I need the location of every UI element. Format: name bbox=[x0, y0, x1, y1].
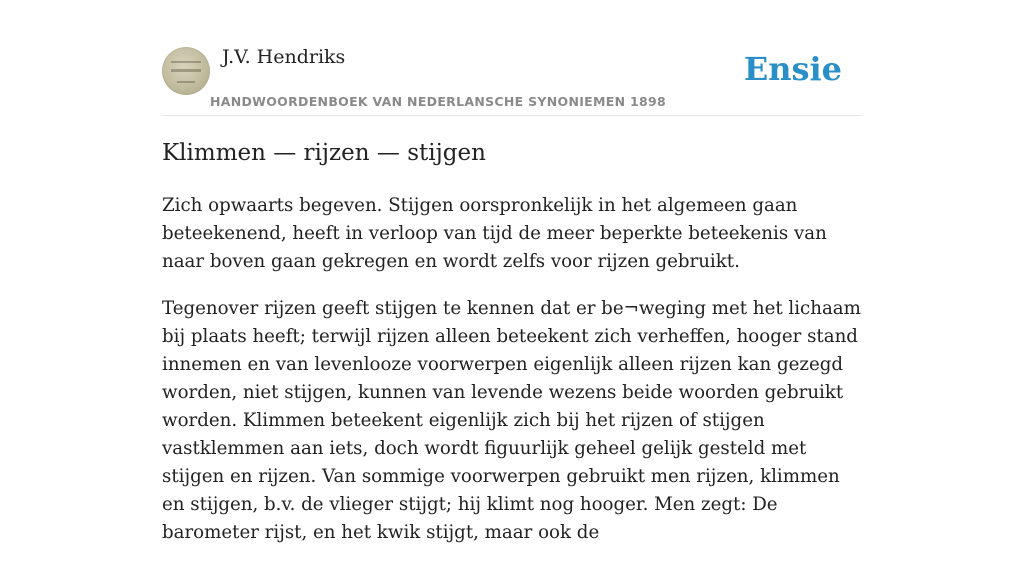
entry-paragraph: Tegenover rijzen geeft stijgen te kennen dat er be¬weging met het lichaam bij plaats heeft; terwijl rijzen alleen beteekent zich verheffen, hooger stand innemen en van levenlooze voorwerpen eigenlijk alleen rijzen kan gezegd worden, niet stijgen, kunnen van levende wezens beide woorden gebruikt worden. Klimmen beteekent eigenlijk zich bij het rijzen of stijgen vastklemmen aan iets, doch wordt figuurlijk geheel gelijk gesteld met stijgen en rijzen. Van sommige voorwerpen gebruikt men rijzen, klimmen en stijgen, b.v. de vlieger stijgt; hij klimt nog hooger. Men zegt: De barometer rijst, en het kwik stijgt, maar ook de bbox=[162, 298, 861, 543]
page-header bbox=[162, 44, 862, 116]
entry-paragraph: Zich opwaarts begeven. Stijgen oorspronkelijk in het algemeen gaan beteekenend, heeft in verloop van tijd de meer beperkte beteekenis van naar boven gaan gekregen en wordt zelfs voor rijzen gebruikt. bbox=[162, 195, 827, 272]
cover-line-decoration bbox=[177, 81, 195, 83]
header-divider bbox=[162, 115, 862, 116]
source-title[interactable]: HANDWOORDENBOEK VAN NEDERLANSCHE SYNONIEMEN 1898 bbox=[210, 94, 667, 109]
entry-content bbox=[162, 192, 864, 566]
cover-line-decoration bbox=[171, 61, 201, 63]
entry-title: Klimmen — rijzen — stijgen bbox=[162, 140, 486, 166]
cover-title-decoration bbox=[171, 69, 201, 72]
author-name[interactable]: J.V. Hendriks bbox=[222, 46, 346, 68]
book-cover-avatar[interactable] bbox=[162, 47, 210, 95]
ensie-logo-link[interactable]: Ensie bbox=[743, 50, 842, 88]
